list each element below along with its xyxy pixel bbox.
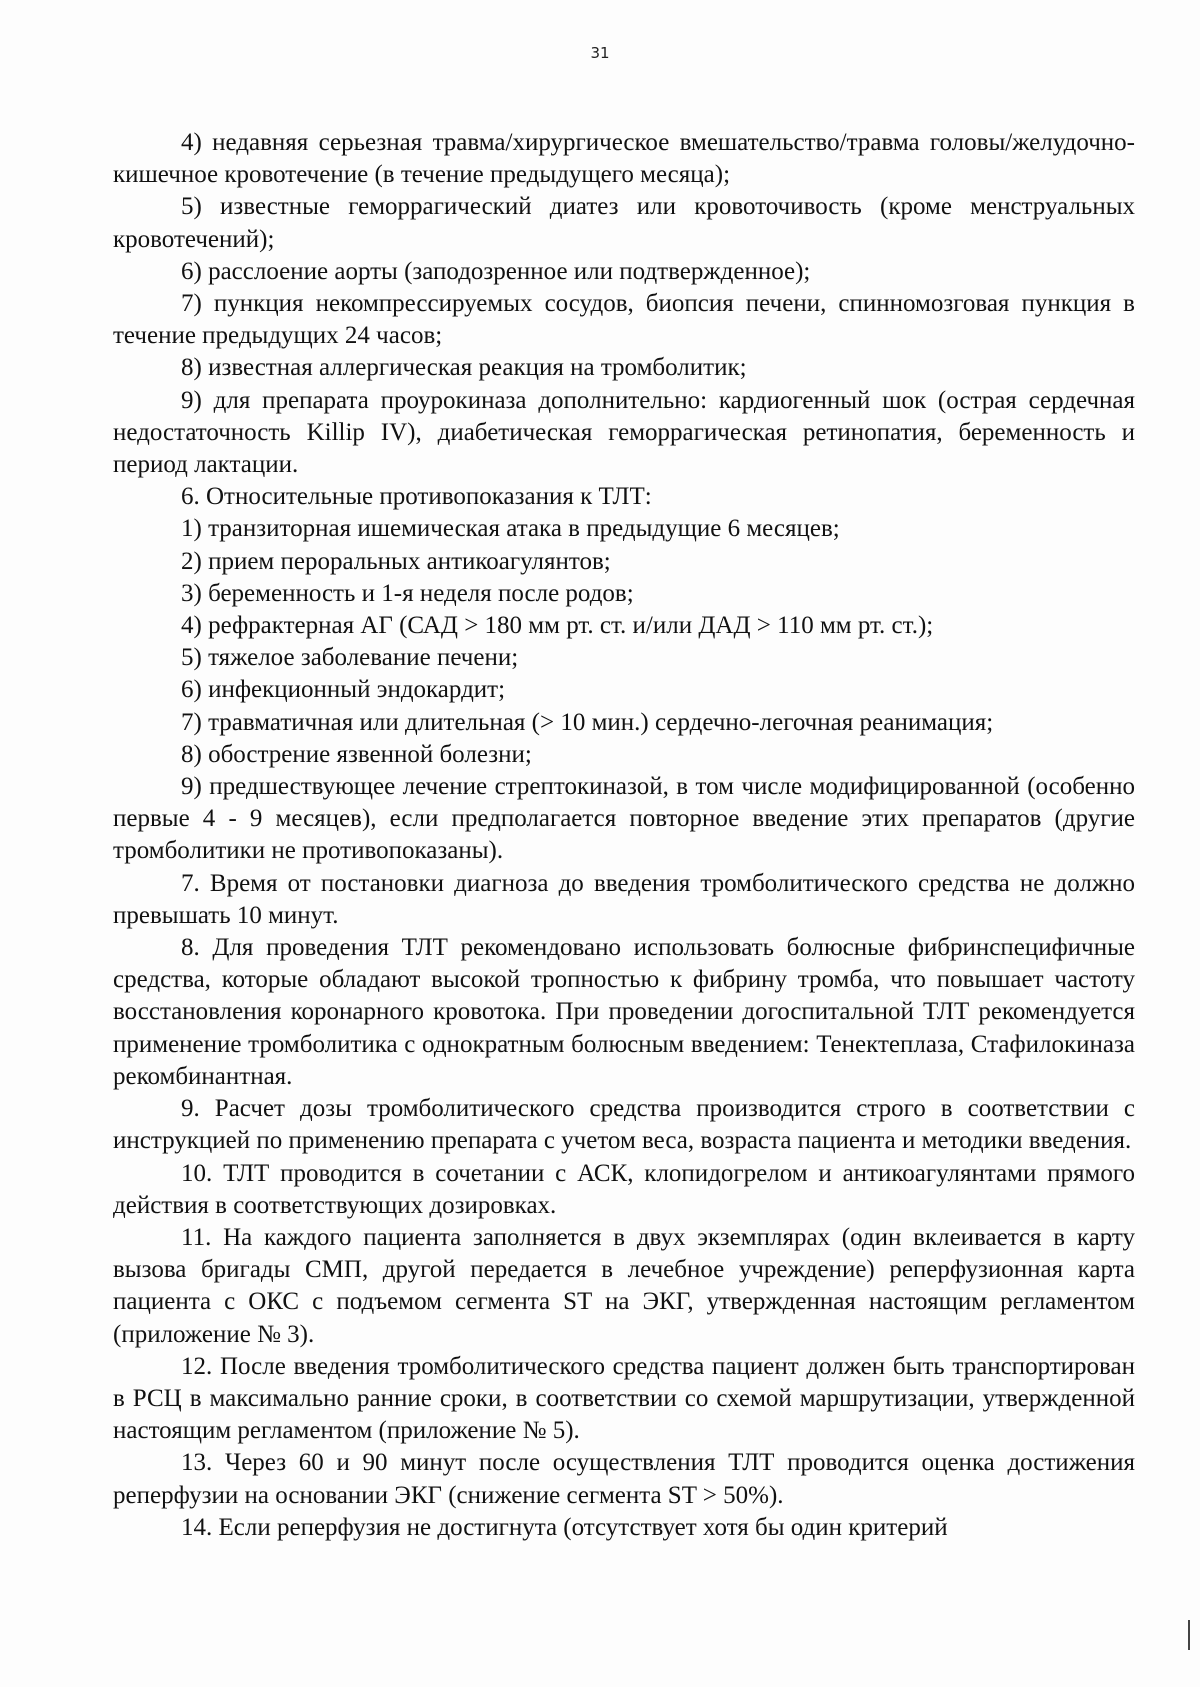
paragraph: 4) рефрактерная АГ (САД > 180 мм рт. ст. и/или ДАД > 110 мм рт. ст.); <box>181 612 934 640</box>
paragraph: 13. Через 60 и 90 минут после осуществления ТЛТ проводится оценка достижения реперфузии на основании ЭКГ (снижение сегмента ST > 50%). <box>113 1449 1135 1509</box>
paragraph: 10. ТЛТ проводится в сочетании с АСК, клопидогрелом и антикоагулянтами прямого действия в соответствующих дозировках. <box>113 1159 1135 1219</box>
paragraph: 4) недавняя серьезная травма/хирургическое вмешательство/травма головы/желудочно-кишечное кровотечение (в течение предыдущего месяца); <box>113 129 1135 189</box>
document-body <box>113 127 1135 1544</box>
paragraph: 2) прием пероральных антикоагулянтов; <box>181 547 611 575</box>
paragraph: 7. Время от постановки диагноза до введения тромболитического средства не должно превышать 10 минут. <box>113 869 1135 929</box>
paragraph: 1) транзиторная ишемическая атака в предыдущие 6 месяцев; <box>181 515 840 543</box>
paragraph: 6) инфекционный эндокардит; <box>181 676 506 704</box>
paragraph: 11. На каждого пациента заполняется в двух экземплярах (один вклеивается в карту вызова бригады СМП, другой передается в лечебное учреждение) реперфузионная карта пациента с ОКС с подъемом сегмента ST на ЭКГ, утвержденная настоящим регламентом (приложение № 3). <box>113 1223 1135 1348</box>
paragraph: 9) для препарата проурокиназа дополнительно: кардиогенный шок (острая сердечная недостаточность Killip IV), диабетическая геморрагическая ретинопатия, беременность и период лактации. <box>113 386 1135 479</box>
paragraph: 5) известные геморрагический диатез или кровоточивость (кроме менструальных кровотечений); <box>113 193 1135 253</box>
page-number: 31 <box>590 44 610 62</box>
paragraph: 7) травматичная или длительная (> 10 мин.) сердечно-легочная реанимация; <box>181 708 994 736</box>
paragraph: 7) пункция некомпрессируемых сосудов, биопсия печени, спинномозговая пункция в течение предыдущих 24 часов; <box>113 290 1135 350</box>
scan-edge-mark <box>1188 1620 1190 1650</box>
paragraph: 9) предшествующее лечение стрептокиназой, в том числе модифицированной (особенно первые 4 - 9 месяцев), если предполагается повторное введение этих препаратов (другие тромболитики не противопоказаны). <box>113 773 1135 865</box>
paragraph: 5) тяжелое заболевание печени; <box>181 644 519 672</box>
paragraph: 8. Для проведения ТЛТ рекомендовано использовать болюсные фибринспецифичные средства, которые обладают высокой тропностью к фибрину тромба, что повышает частоту восстановления коронарного кровотока. При проведении догоспитальной ТЛТ рекомендуется применение тромболитика с однократным болюсным введением: Тенектеплаза, Стафилокиназа рекомбинантная. <box>113 934 1135 1090</box>
paragraph: 12. После введения тромболитического средства пациент должен быть транспортирован в РСЦ в максимально ранние сроки, в соответствии со схемой маршрутизации, утвержденной настоящим регламентом (приложение № 5). <box>113 1352 1135 1445</box>
paragraph: 8) обострение язвенной болезни; <box>181 740 532 768</box>
paragraph: 6) расслоение аорты (заподозренное или подтвержденное); <box>181 257 811 285</box>
paragraph: 14. Если реперфузия не достигнута (отсутствует хотя бы один критерий <box>181 1513 948 1541</box>
section-heading: 6. Относительные противопоказания к ТЛТ: <box>181 483 652 511</box>
paragraph: 3) беременность и 1-я неделя после родов; <box>181 579 634 607</box>
paragraph: 8) известная аллергическая реакция на тромболитик; <box>181 354 747 382</box>
paragraph: 9. Расчет дозы тромболитического средства производится строго в соответствии с инструкцией по применению препарата с учетом веса, возраста пациента и методики введения. <box>113 1095 1135 1155</box>
